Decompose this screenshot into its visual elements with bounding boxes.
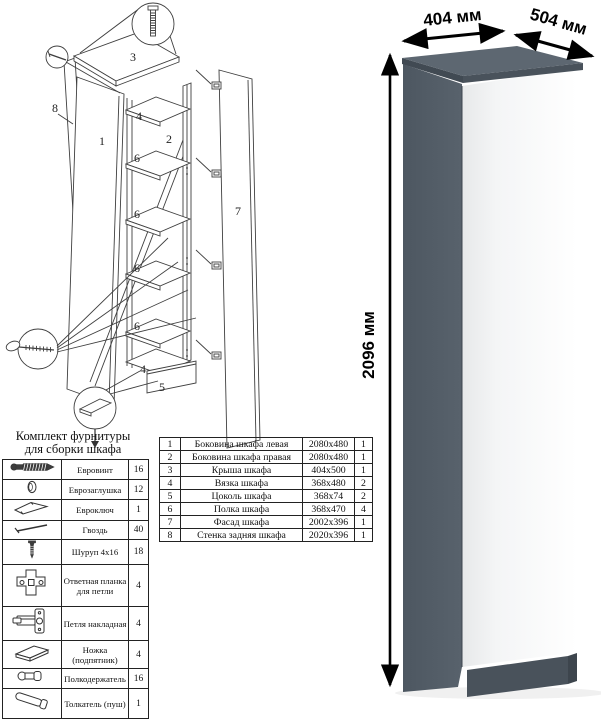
foot-icon	[10, 642, 54, 662]
height-dimension-label: 2096 мм	[359, 311, 378, 379]
door-panel-outline	[219, 70, 260, 448]
depth-dimension	[516, 5, 592, 56]
wardrobe-body	[402, 46, 583, 697]
parts-table	[159, 437, 373, 542]
callout-shelf-4: 6	[134, 319, 140, 333]
hardware-row: Евроключ 1	[3, 500, 149, 521]
parts-list	[159, 437, 373, 542]
height-dimension	[359, 55, 390, 685]
hardware-row: Толкатель (пуш) 1	[3, 689, 149, 719]
parts-row: 6 Полка шкафа 368x470 4	[160, 503, 373, 516]
assembly-exploded-diagram	[0, 0, 390, 435]
parts-row: 3 Крыша шкафа 404x500 1	[160, 464, 373, 477]
hardware-row: Ножка (подпятник) 4	[3, 641, 149, 669]
hardware-kit-table	[2, 459, 149, 719]
hardware-kit	[2, 430, 144, 719]
callout-door: 7	[235, 204, 241, 218]
callout-shelf-2: 6	[134, 207, 140, 221]
hinge-plate-icon	[12, 567, 52, 599]
parts-row: 7 Фасад шкафа 2002x396 1	[160, 516, 373, 529]
callout-plinth: 5	[159, 380, 165, 394]
euro-screw-detail	[132, 3, 174, 45]
width-dimension-line	[404, 31, 503, 41]
hardware-row: Еврозаглушка 12	[3, 480, 149, 500]
callout-top-panel: 3	[130, 50, 136, 64]
callout-shelf-3: 6	[134, 261, 140, 275]
hardware-row: Гвоздь 40	[3, 521, 149, 540]
hardware-row: Петля накладная 4	[3, 607, 149, 641]
hardware-kit-title: Комплект фурнитуры для сборки шкафа	[15, 429, 131, 457]
hardware-row: Шуруп 4x16 18	[3, 540, 149, 565]
callout-shelf-1: 6	[134, 151, 140, 165]
push-rod-icon	[10, 689, 54, 713]
hinge-marks	[196, 70, 221, 359]
hardware-row: Ответная планка для петли 4	[3, 565, 149, 607]
hinge-icon	[10, 607, 54, 635]
wardrobe-door	[462, 68, 577, 667]
callout-bottom-rail: 4	[140, 362, 146, 376]
callout-right-side: 2	[166, 132, 172, 146]
product-render	[350, 0, 601, 700]
parts-row: 1 Боковина шкафа левая 2080x480 1	[160, 438, 373, 451]
callout-back-panel: 8	[52, 101, 58, 115]
hardware-row: Евровинт 16	[3, 460, 149, 480]
screw-icon	[22, 540, 42, 559]
parts-row: 8 Стенка задняя шкафа 2020x396 1	[160, 529, 373, 542]
wardrobe-side-panel	[403, 64, 462, 692]
depth-dimension-label: 504 мм	[527, 4, 590, 39]
left-side-panel-outline	[67, 77, 124, 406]
parts-row: 2 Боковина шкафа правая 2080x480 1	[160, 451, 373, 464]
width-dimension	[404, 5, 503, 41]
shelf-pin-icon	[12, 669, 52, 683]
euro-screw-icon	[9, 460, 55, 474]
nail-icon	[9, 521, 55, 534]
euro-cap-icon	[9, 480, 55, 494]
callout-top-rail: 4	[136, 109, 142, 123]
callout-left-side: 1	[99, 134, 105, 148]
hardware-row: Полкодержатель 16	[3, 669, 149, 689]
width-dimension-label: 404 мм	[422, 5, 483, 31]
hex-key-icon	[9, 500, 55, 515]
parts-row: 4 Вязка шкафа 368x480 2	[160, 477, 373, 490]
parts-row: 5 Цоколь шкафа 368x74 2	[160, 490, 373, 503]
